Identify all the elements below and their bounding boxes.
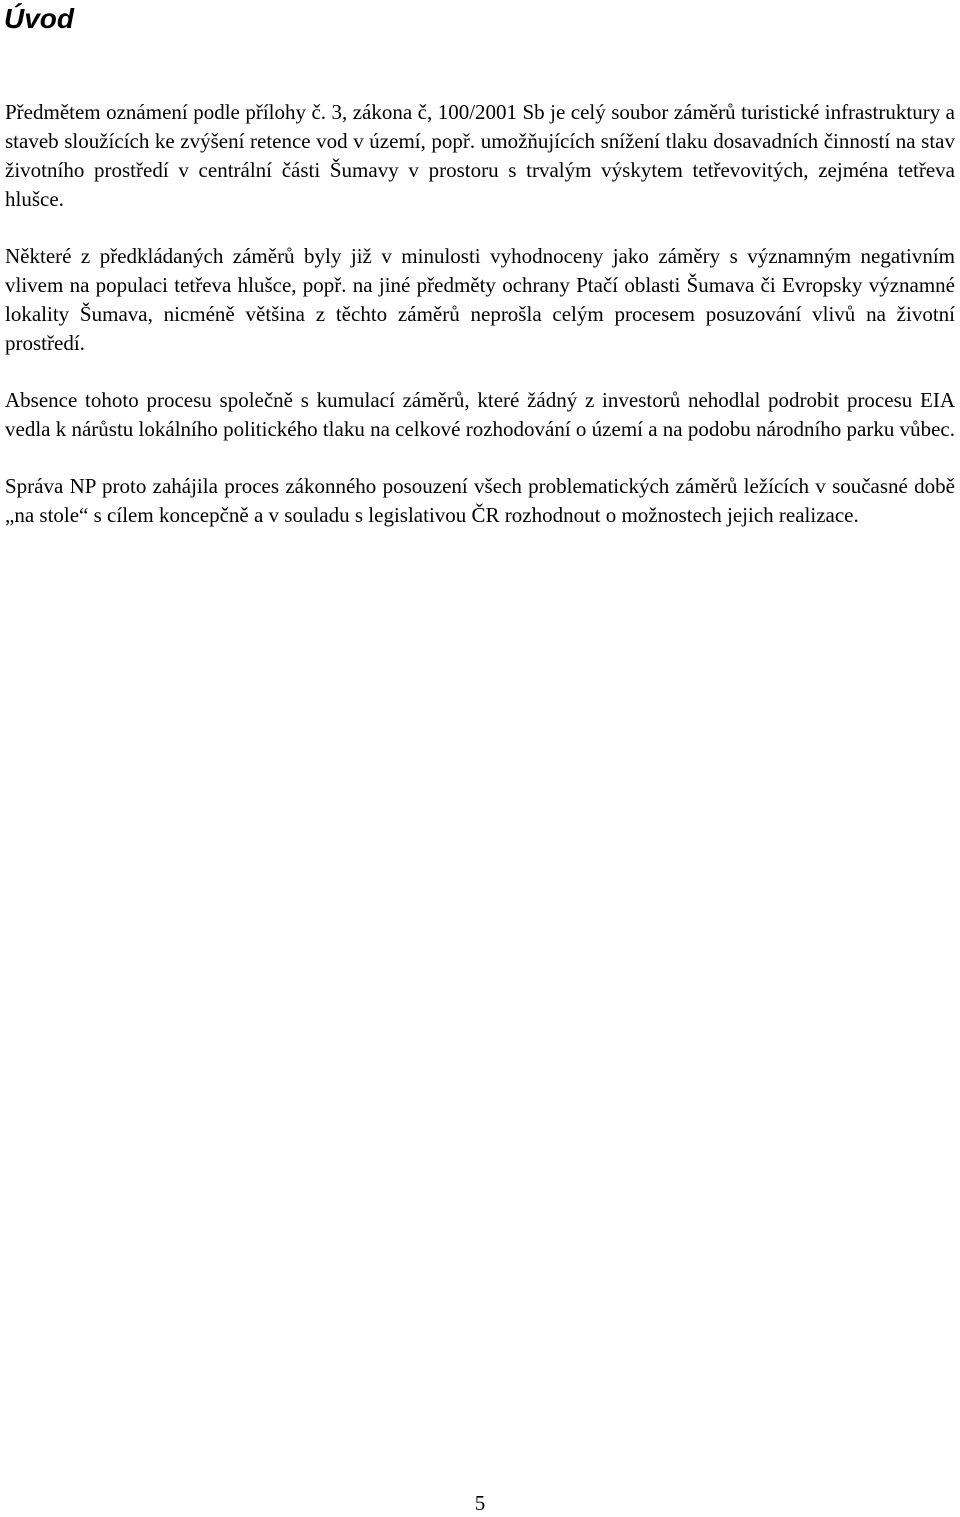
page-title: Úvod [4,3,74,34]
page-number: 5 [474,1491,486,1515]
paragraph-4: Správa NP proto zahájila proces zákonného posouzení všech problematických záměrů ležících v současné době „na stole“ s cílem koncepčně a v souladu s legislativou ČR rozhodnout o možnostech jejich realizace. [5,474,955,527]
paragraph-2: Některé z předkládaných záměrů byly již v minulosti vyhodnoceny jako záměry s významným negativním vlivem na populaci tetřeva hlušce, popř. na jiné předměty ochrany Ptačí oblasti Šumava či Evropsky významné lokality Šumava, nicméně většina z těchto záměrů neprošla celým procesem posuzování vlivů na životní prostředí. [5,244,955,355]
paragraph-1: Předmětem oznámení podle přílohy č. 3, zákona č, 100/2001 Sb je celý soubor záměrů turistické infrastruktury a staveb sloužících ke zvýšení retence vod v území, popř. umožňujících snížení tlaku dosavadních činností na stav životního prostředí v centrální části Šumavy v prostoru s trvalým výskytem tetřevovitých, zejména tetřeva hlušce. [5,100,955,211]
document-body [5,98,955,558]
paragraph-3: Absence tohoto procesu společně s kumulací záměrů, které žádný z investorů nehodlal podrobit procesu EIA vedla k nárůstu lokálního politického tlaku na celkové rozhodování o území a na podobu národního parku vůbec. [5,388,955,441]
